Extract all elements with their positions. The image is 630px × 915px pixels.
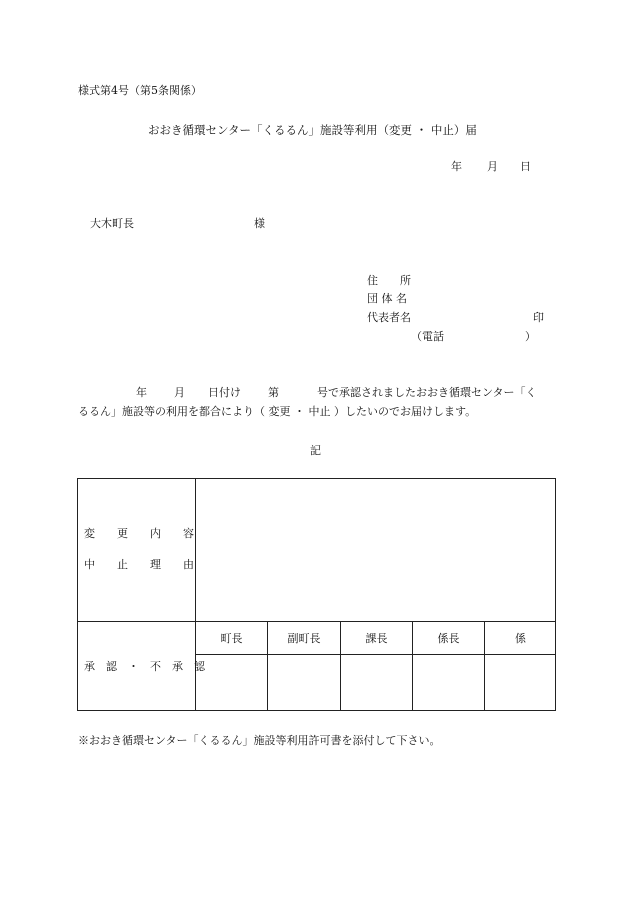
signer-section-chief-header: 課長: [365, 632, 388, 645]
body-line2: るるん」施設等の利用を都合により（ 変更 ・ 中止 ）したいのでお届けします。: [78, 405, 477, 418]
ki-heading: 記: [310, 444, 321, 457]
change-content-label: 変 更 内 容: [84, 527, 194, 540]
address-label: 住 所: [367, 274, 411, 287]
change-content-field[interactable]: [196, 479, 555, 621]
organization-label: 団 体 名: [367, 292, 407, 305]
cancel-reason-label: 中 止 理 由: [84, 558, 194, 571]
addressee-honorific: 様: [254, 217, 265, 230]
signer-subsection-chief-stamp-box[interactable]: [413, 655, 484, 711]
body-month: 月: [174, 386, 185, 399]
addressee-name: 大木町長: [90, 217, 134, 230]
signer-mayor-header: 町長: [220, 632, 243, 645]
approval-label: 承 認 ・ 不 承 認: [84, 660, 205, 673]
body-dated: 日付け: [208, 386, 241, 399]
date-month-label: 月: [487, 160, 498, 173]
signer-subsection-chief-header: 係長: [437, 632, 460, 645]
signer-mayor-stamp-box[interactable]: [196, 655, 267, 711]
body-year: 年: [136, 386, 147, 399]
phone-close-paren: ）: [525, 330, 536, 343]
signer-deputy-mayor-stamp-box[interactable]: [268, 655, 340, 711]
attachment-note: ※おおき循環センター「くるるん」施設等利用許可書を添付して下さい。: [78, 734, 441, 747]
date-day-label: 日: [520, 160, 531, 173]
signer-staff-header: 係: [515, 632, 526, 645]
signer-deputy-mayor-header: 副町長: [287, 632, 321, 645]
representative-label: 代表者名: [367, 311, 411, 324]
form-number: 様式第4号（第5条関係）: [78, 84, 202, 97]
signer-section-chief-stamp-box[interactable]: [341, 655, 412, 711]
phone-label: （電話: [411, 330, 444, 343]
seal-mark: 印: [533, 311, 544, 324]
signer-staff-stamp-box[interactable]: [485, 655, 555, 711]
body-line1-rest: 号で承認されましたおおき循環センター「く: [317, 386, 537, 399]
document-title: おおき循環センター「くるるん」施設等利用（変更 ・ 中止）届: [148, 123, 477, 137]
body-number-prefix: 第: [268, 386, 279, 399]
date-year-label: 年: [451, 160, 462, 173]
